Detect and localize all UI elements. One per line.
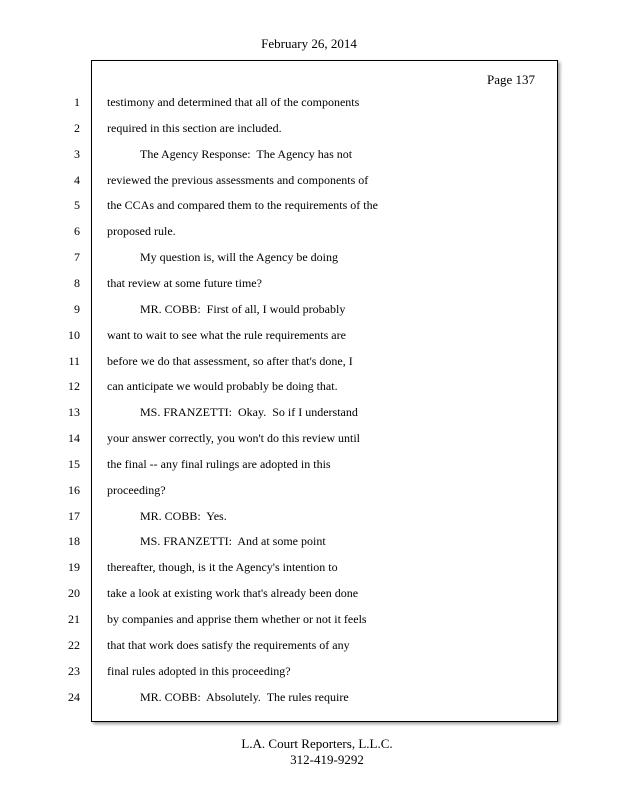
line-number: 9 bbox=[74, 302, 80, 316]
transcript-line: that review at some future time? bbox=[107, 276, 262, 290]
line-number: 2 bbox=[74, 121, 80, 135]
line-number: 16 bbox=[68, 483, 80, 497]
line-number: 1 bbox=[74, 95, 80, 109]
line-number: 21 bbox=[68, 612, 80, 626]
line-number: 3 bbox=[74, 147, 80, 161]
transcript-line: The Agency Response: The Agency has not bbox=[140, 147, 353, 161]
page-number: Page 137 bbox=[487, 72, 536, 87]
transcript-line: required in this section are included. bbox=[107, 121, 282, 135]
line-number: 15 bbox=[68, 457, 80, 471]
transcript-line: MR. COBB: Absolutely. The rules require bbox=[140, 690, 349, 704]
line-number: 23 bbox=[68, 664, 80, 678]
transcript-line: final rules adopted in this proceeding? bbox=[107, 664, 291, 678]
transcript-line: My question is, will the Agency be doing bbox=[140, 250, 338, 264]
transcript-line: MS. FRANZETTI: Okay. So if I understand bbox=[140, 405, 358, 419]
line-number: 22 bbox=[68, 638, 80, 652]
line-number: 4 bbox=[74, 173, 80, 187]
transcript-line: proceeding? bbox=[107, 483, 166, 497]
line-number: 18 bbox=[68, 534, 80, 548]
transcript-line: MR. COBB: First of all, I would probably bbox=[140, 302, 346, 316]
header-date: February 26, 2014 bbox=[261, 36, 357, 51]
transcript-line: MR. COBB: Yes. bbox=[140, 509, 227, 523]
line-number: 7 bbox=[74, 250, 80, 264]
line-number: 6 bbox=[74, 224, 80, 238]
line-number: 24 bbox=[68, 690, 80, 704]
transcript-line: the final -- any final rulings are adopted in this bbox=[107, 457, 331, 471]
line-number: 5 bbox=[74, 198, 80, 212]
footer-phone-number: 312-419-9292 bbox=[290, 752, 364, 767]
line-number: 13 bbox=[68, 405, 80, 419]
line-number: 11 bbox=[68, 354, 80, 368]
transcript-line: take a look at existing work that's already been done bbox=[107, 586, 359, 600]
transcript-line: can anticipate we would probably be doing that. bbox=[107, 379, 338, 393]
transcript-line: reviewed the previous assessments and components of bbox=[107, 173, 369, 187]
line-number: 19 bbox=[68, 560, 80, 574]
transcript-line: proposed rule. bbox=[107, 224, 176, 238]
transcript-line: MS. FRANZETTI: And at some point bbox=[140, 534, 326, 548]
line-number: 17 bbox=[68, 509, 80, 523]
transcript-line: that that work does satisfy the requirements of any bbox=[107, 638, 350, 652]
transcript-line: want to wait to see what the rule requirements are bbox=[107, 328, 346, 342]
transcript-line: before we do that assessment, so after that's done, I bbox=[107, 354, 353, 368]
line-number: 12 bbox=[68, 379, 80, 393]
line-number: 20 bbox=[68, 586, 80, 600]
line-number: 10 bbox=[68, 328, 80, 342]
transcript-line: the CCAs and compared them to the requirements of the bbox=[107, 198, 378, 212]
transcript-line: testimony and determined that all of the components bbox=[107, 95, 360, 109]
transcript-line: thereafter, though, is it the Agency's intention to bbox=[107, 560, 338, 574]
line-number: 14 bbox=[68, 431, 80, 445]
transcript-line: your answer correctly, you won't do this review until bbox=[107, 431, 360, 445]
line-number: 8 bbox=[74, 276, 80, 290]
transcript-line: by companies and apprise them whether or not it feels bbox=[107, 612, 367, 626]
footer-reporter-name: L.A. Court Reporters, L.L.C. bbox=[241, 736, 393, 751]
